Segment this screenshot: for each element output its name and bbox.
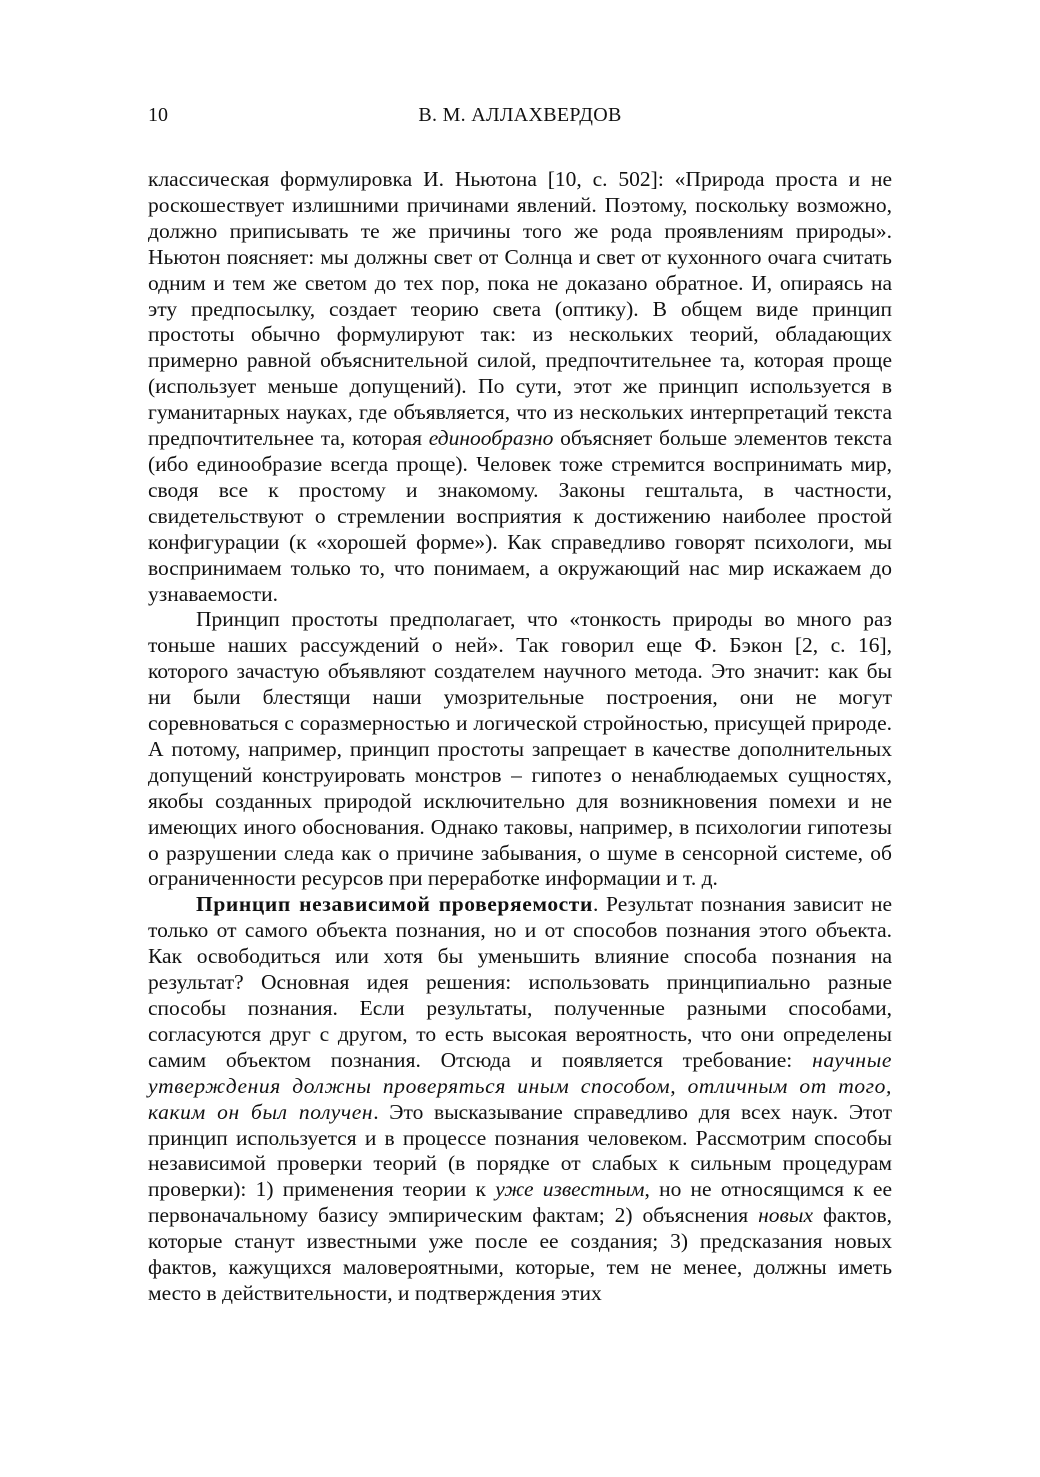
paragraph-3 — [148, 892, 892, 1307]
italic-term: уже известным — [495, 1177, 645, 1202]
running-head: В. М. АЛЛАХВЕРДОВ — [418, 104, 622, 126]
text-span: . Результат познания зависит не только от самого объекта познания, но и от способов познания этого объекта. Как освободиться или хотя бы уменьшить влияние способа познания на результат? Основная идея решения: использовать принципиально разные способы познания. Если результаты, полученные разными способами, согласуются друг с другом, то есть высокая вероятность, что они определены самим объектом познания. Отсюда и появляется требование: — [148, 892, 892, 1072]
section-heading: Принцип независимой проверяемости — [196, 892, 593, 917]
paragraph-1 — [148, 167, 892, 607]
page-header — [148, 104, 892, 134]
paragraph-2 — [148, 607, 892, 892]
page-number: 10 — [148, 104, 168, 126]
text-span: , но не относящимся к ее первоначальному базису эмпирическим фактам; 2) объяснения — [148, 1177, 892, 1228]
text-span: Принцип простоты предполагает, что «тонкость природы во много раз тоньше наших рассуждений о ней». Так говорил еще Ф. Бэкон [2, с. 16], которого зачастую объявляют создателем научного метода. Это значит: как бы ни были блестящи наши умозрительные построения, они не могут соревноваться с соразмерностью и логической стройностью, присущей природе. А потому, например, принцип простоты запрещает в качестве дополнительных допущений конструировать монстров – гипотез о ненаблюдаемых сущностях, якобы созданных природой исключительно для возникновения помехи и не имеющих иного обоснования. Однако таковы, например, в психологии гипотезы о разрушении следа как о причине забывания, о шуме в сенсорной системе, об ограниченности ресурсов при переработке информации и т. д. — [148, 607, 892, 891]
italic-principle: научные утверждения должны проверяться иным способом, отличным от того, каким он был получен — [148, 1047, 892, 1124]
italic-term: новых — [758, 1203, 813, 1228]
italic-term: единообразно — [428, 426, 554, 451]
text-span: . Это высказывание справедливо для всех наук. Этот принцип используется и в процессе познания человеком. Рассмотрим способы независимой проверки теорий (в порядке от слабых к сильным процедурам проверки): 1) применения теории к — [148, 1099, 892, 1202]
body-text — [148, 167, 892, 1307]
text-span: классическая формулировка И. Ньютона [10, с. 502]: «Природа проста и не роскошествует излишними причинами явлений. Поэтому, поскольку возможно, должно приписывать те же причины того же рода проявлениям природы». Ньютон поясняет: мы должны свет от Солнца и свет от кухонного очага считать одним и тем же светом до тех пор, пока не доказано обратное. И, опираясь на эту предпосылку, создает теорию света (оптику). В общем виде принцип простоты обычно формулируют так: из нескольких теорий, обладающих примерно равной объяснительной силой, предпочтительнее та, которая проще (использует меньше допущений). По сути, этот же принцип используется в гуманитарных науках, где объявляется, что из нескольких интерпретаций текста предпочтительнее та, которая — [148, 167, 892, 451]
text-span: объясняет больше элементов текста (ибо единообразие всегда проще). Человек тоже стремится воспринимать мир, сводя все к простому и знакомому. Законы гештальта, в частности, свидетельствуют о стремлении восприятия к достижению наиболее простой конфигурации (к «хорошей форме»). Как справедливо говорят психологи, мы воспринимаем только то, что понимаем, а окружающий нас мир искажаем до узнаваемости. — [148, 426, 892, 606]
text-span: фактов, которые станут известными уже после ее создания; 3) предсказания новых фактов, кажущихся маловероятными, которые, тем не менее, должны иметь место в действительности, и подтверждения этих — [148, 1203, 892, 1305]
